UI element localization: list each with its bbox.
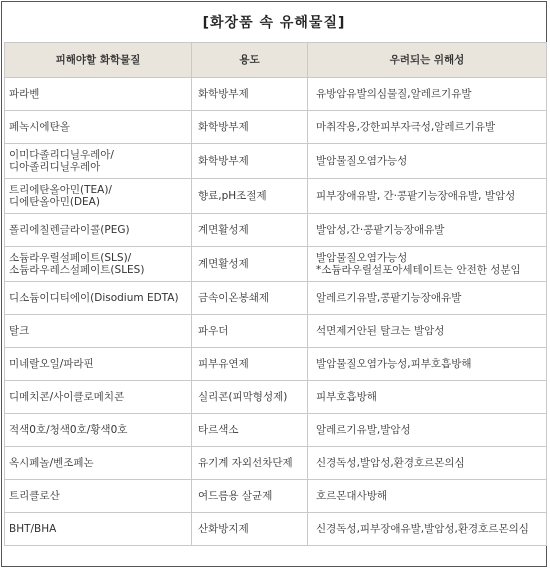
cell-chemical — [5, 480, 192, 513]
table-row — [5, 381, 547, 414]
cell-use: 산화방지제 — [192, 513, 308, 546]
column-header-use: 용도 — [192, 43, 308, 78]
table-row — [5, 348, 547, 381]
cell-risk — [308, 144, 547, 179]
table-row — [5, 111, 547, 144]
column-header-risk: 우려되는 위해성 — [308, 43, 547, 78]
cell-chemical-line: 디메치콘/사이클로메치콘 — [9, 391, 125, 403]
cell-risk-line: 알레르기유발,발암성 — [316, 424, 411, 436]
cell-risk — [308, 315, 547, 348]
cell-use: 화학방부제 — [192, 111, 308, 144]
cell-use: 향료,pH조절제 — [192, 179, 308, 214]
cell-chemical — [5, 144, 192, 179]
cell-risk — [308, 214, 547, 247]
cell-chemical-line: 이미다졸리디닐우레아/ — [9, 149, 114, 161]
table-row — [5, 480, 547, 513]
table-row — [5, 179, 547, 214]
table-row — [5, 447, 547, 480]
cell-use: 유기계 자외선차단제 — [192, 447, 308, 480]
cell-use: 계면활성제 — [192, 247, 308, 282]
table-header-row — [5, 43, 547, 78]
cell-risk — [308, 247, 547, 282]
cell-chemical-line: 적색0호/청색0호/황색0호 — [9, 424, 128, 436]
cell-risk-line: 신경독성,발암성,환경호르몬의심 — [316, 457, 465, 469]
cell-risk-line: 신경독성,피부장애유발,발암성,환경호르몬의심 — [316, 523, 529, 535]
cell-use: 타르색소 — [192, 414, 308, 447]
cell-chemical-line: 페녹시에탄올 — [9, 121, 70, 133]
cell-chemical — [5, 111, 192, 144]
cell-chemical-line: 트리클로산 — [9, 490, 60, 502]
cell-chemical — [5, 315, 192, 348]
cell-use: 화학방부제 — [192, 78, 308, 111]
cell-chemical — [5, 513, 192, 546]
cell-chemical-line: 디아졸리디닐우레아 — [9, 161, 101, 173]
cell-risk — [308, 447, 547, 480]
cell-risk — [308, 513, 547, 546]
cell-chemical-line: 미네랄오일/파라핀 — [9, 358, 94, 370]
cell-risk-line: 마취작용,강한피부자극성,알레르기유발 — [316, 121, 496, 133]
cell-use: 실리콘(피막형성제) — [192, 381, 308, 414]
table-row — [5, 282, 547, 315]
cell-risk — [308, 414, 547, 447]
cell-chemical-line: BHT/BHA — [9, 523, 57, 535]
cell-risk-line: 발암물질오염가능성,피부호흡방해 — [316, 358, 472, 370]
cell-risk — [308, 480, 547, 513]
cell-risk — [308, 282, 547, 315]
cell-chemical-line: 파라벤 — [9, 88, 40, 100]
cell-chemical — [5, 348, 192, 381]
table-row — [5, 214, 547, 247]
cell-risk-line: 발암물질오염가능성 — [316, 155, 408, 167]
cell-risk-line: *소듐라우릴설포아세테이트는 안전한 성분임 — [316, 264, 521, 276]
cell-risk — [308, 348, 547, 381]
cell-use: 파우더 — [192, 315, 308, 348]
cell-risk-line: 호르몬대사방해 — [316, 490, 388, 502]
cell-use: 피부유연제 — [192, 348, 308, 381]
hazardous-chemicals-table — [4, 42, 547, 546]
cell-risk — [308, 381, 547, 414]
cell-chemical — [5, 381, 192, 414]
cell-chemical-line: 트리에탄올아민(TEA)/ — [9, 184, 112, 196]
table-row — [5, 315, 547, 348]
cell-use: 여드름용 살균제 — [192, 480, 308, 513]
cell-risk — [308, 179, 547, 214]
cell-chemical-line: 탈크 — [9, 325, 30, 337]
cell-risk-line: 발암물질오염가능성 — [316, 252, 408, 264]
cell-chemical-line: 디에탄올아민(DEA) — [9, 196, 100, 208]
cell-use: 금속이온봉쇄제 — [192, 282, 308, 315]
table-body — [5, 78, 547, 546]
cell-risk-line: 유방암유발의심물질,알레르기유발 — [316, 88, 472, 100]
column-header-chemical: 피해야할 화학물질 — [5, 43, 192, 78]
cell-chemical — [5, 179, 192, 214]
cell-chemical-line: 소듐라우레스설페이트(SLES) — [9, 264, 145, 276]
cell-risk — [308, 111, 547, 144]
document-frame — [1, 1, 547, 567]
page-title: [화장품 속 유해물질] — [202, 15, 346, 31]
table-row — [5, 144, 547, 179]
cell-chemical-line: 디소듐이디티에이(Disodium EDTA) — [9, 292, 179, 304]
table-row — [5, 247, 547, 282]
cell-chemical-line: 소듐라우릴설페이트(SLS)/ — [9, 252, 132, 264]
cell-chemical — [5, 447, 192, 480]
cell-risk-line: 피부장애유발, 간·콩팥기능장애유발, 발암성 — [316, 190, 516, 202]
cell-chemical-line: 폴리에칠렌글라이콜(PEG) — [9, 224, 130, 236]
cell-chemical — [5, 78, 192, 111]
table-row — [5, 414, 547, 447]
cell-risk-line: 피부호흡방해 — [316, 391, 377, 403]
table-row — [5, 513, 547, 546]
cell-chemical — [5, 282, 192, 315]
cell-risk-line: 알레르기유발,콩팥기능장애유발 — [316, 292, 462, 304]
cell-risk-line: 발암성,간·콩팥기능장애유발 — [316, 224, 445, 236]
cell-risk — [308, 78, 547, 111]
cell-chemical — [5, 247, 192, 282]
table-row — [5, 78, 547, 111]
cell-use: 화학방부제 — [192, 144, 308, 179]
cell-chemical-line: 옥시페놀/벤조페논 — [9, 457, 94, 469]
cell-chemical — [5, 214, 192, 247]
cell-use: 계면활성제 — [192, 214, 308, 247]
cell-chemical — [5, 414, 192, 447]
cell-risk-line: 석면제거안된 탈크는 발암성 — [316, 325, 445, 337]
